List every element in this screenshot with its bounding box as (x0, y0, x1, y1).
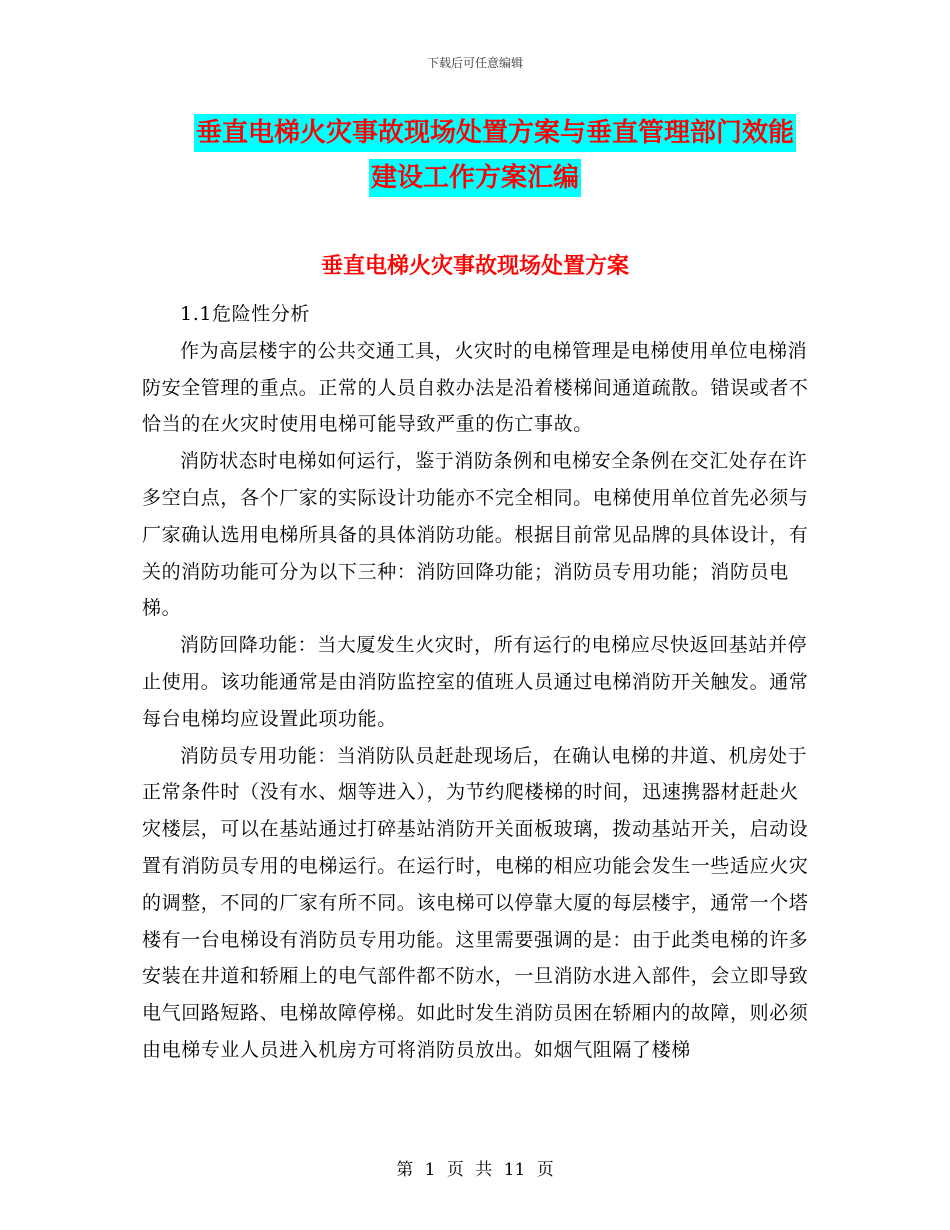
document-title-line-1-text: 垂直电梯火灾事故现场处置方案与垂直管理部门效能 (194, 114, 796, 152)
page-number-footer: 第 1 页 共 11 页 (396, 1160, 554, 1180)
paragraph: 消防回降功能：当大厦发生火灾时，所有运行的电梯应尽快返回基站并停止使用。该功能通常是由消防监控室的值班人员通过电梯消防开关触发。通常每台电梯均应设置此项功能。 (142, 634, 809, 730)
page-header-note: 下载后可任意编辑 (426, 56, 523, 70)
section-title: 垂直电梯火灾事故现场处置方案 (320, 254, 629, 279)
document-body (142, 296, 810, 1069)
paragraph-hazard-heading: 1.1危险性分析 (180, 303, 311, 325)
paragraph: 消防员专用功能：当消防队员赶赴现场后，在确认电梯的井道、机房处于正常条件时（没有水、烟等进入），为节约爬楼梯的时间，迅速携器材赶赴火灾楼层，可以在基站通过打碎基站消防开关面板玻璃，拨动基站开关，启动设置有消防员专用的电梯运行。在运行时，电梯的相应功能会发生一些适应火灾的调整，不同的厂家有所不同。该电梯可以停靠大厦的每层楼宇，通常一个塔楼有一台电梯设有消防员专用功能。这里需要强调的是：由于此类电梯的许多安装在井道和轿厢上的电气部件都不防水，一旦消防水进入部件，会立即导致电气回路短路、电梯故障停梯。如此时发生消防员困在轿厢内的故障，则必须由电梯专业人员进入机房方可将消防员放出。如烟气阻隔了楼梯 (142, 744, 809, 1061)
paragraph: 消防状态时电梯如何运行，鉴于消防条例和电梯安全条例在交汇处存在许多空白点，各个厂家的实际设计功能亦不完全相同。电梯使用单位首先必须与厂家确认选用电梯所具备的具体消防功能。根据目前常见品牌的具体设计，有关的消防功能可分为以下三种：消防回降功能；消防员专用功能；消防员电梯。 (142, 450, 809, 620)
document-title-line-2-text: 建设工作方案汇编 (369, 159, 581, 197)
paragraph: 作为高层楼宇的公共交通工具，火灾时的电梯管理是电梯使用单位电梯消防安全管理的重点。正常的人员自救办法是沿着楼梯间通道疏散。错误或者不恰当的在火灾时使用电梯可能导致严重的伤亡事故。 (142, 339, 809, 436)
document-title-line-1 (20, 112, 950, 149)
document-title-line-2 (0, 157, 950, 194)
